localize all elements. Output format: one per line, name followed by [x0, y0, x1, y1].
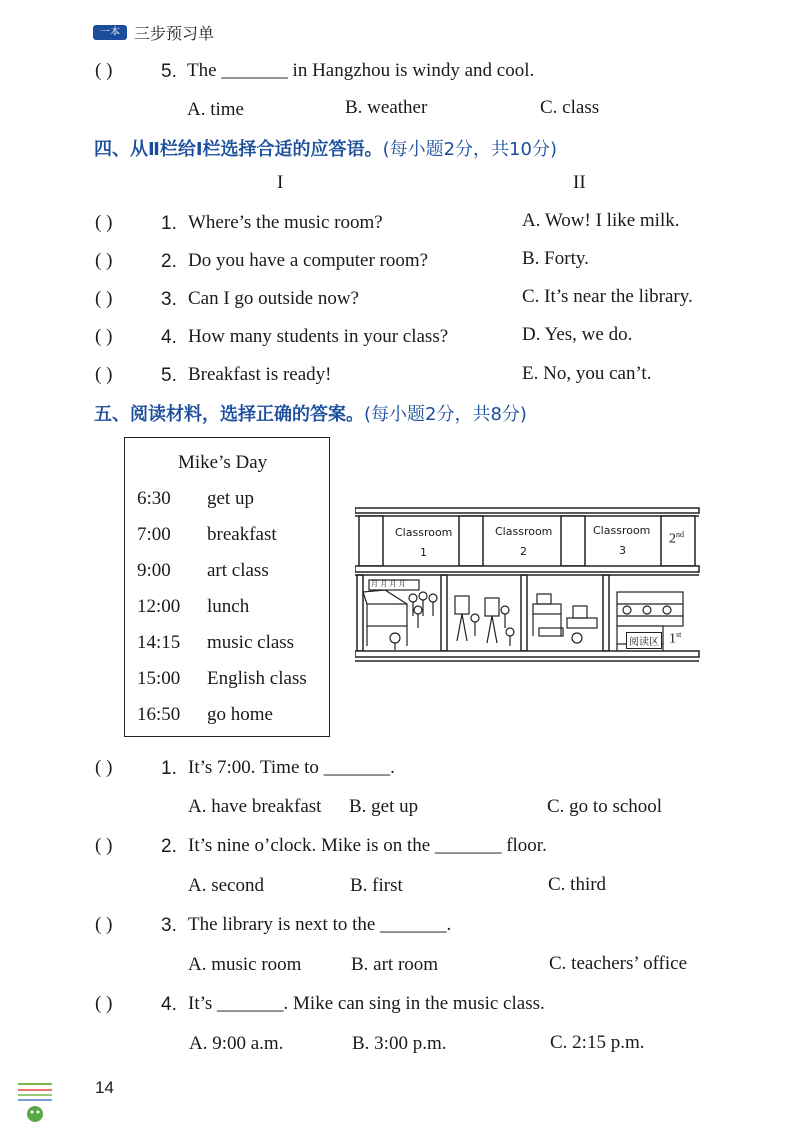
schedule-time: 6:30 — [137, 488, 171, 509]
question-number: 5. — [161, 61, 177, 82]
music-banner: 月 月 月 月 — [371, 580, 406, 588]
question-stem: It’s _______. Mike can sing in the music class. — [188, 993, 545, 1014]
question-stem: The library is next to the _______. — [188, 914, 452, 935]
match-question: Breakfast is ready! — [188, 364, 332, 385]
brand-logo: 一本 — [93, 25, 127, 40]
question-number: 3. — [161, 289, 177, 310]
option-c[interactable]: C. class — [540, 97, 600, 118]
option-b[interactable]: B. weather — [345, 97, 428, 118]
match-answer: A. Wow! I like milk. — [522, 210, 680, 231]
schedule-box — [124, 437, 330, 737]
question-number: 1. — [161, 213, 177, 234]
match-question: Can I go outside now? — [188, 288, 359, 309]
classroom-1-label: Classroom — [395, 526, 453, 539]
floor-1-label — [669, 630, 681, 648]
option-a[interactable]: A. music room — [188, 954, 302, 975]
column-2-header: II — [573, 172, 586, 193]
reading-area-sign: 阅读区 — [626, 632, 662, 649]
answer-blank[interactable]: ( ) — [95, 914, 113, 935]
column-1-header: I — [277, 172, 284, 193]
option-b[interactable]: B. get up — [349, 796, 419, 817]
classroom-2-label: Classroom — [495, 525, 553, 538]
question-number: 5. — [161, 365, 177, 386]
schedule-time: 15:00 — [137, 668, 181, 689]
question-stem: The _______ in Hangzhou is windy and cool. — [187, 60, 535, 81]
answer-blank[interactable]: ( ) — [95, 835, 113, 856]
question-number: 1. — [161, 758, 177, 779]
answer-blank[interactable]: ( ) — [95, 288, 113, 309]
answer-blank[interactable]: ( ) — [95, 60, 113, 81]
option-a[interactable]: A. 9:00 a.m. — [189, 1033, 284, 1054]
schedule-activity: English class — [207, 668, 307, 689]
option-c[interactable]: C. third — [548, 874, 607, 895]
classroom-3-number: 3 — [619, 544, 626, 557]
publisher-logo-icon — [14, 1080, 56, 1126]
question-number: 2. — [161, 251, 177, 272]
option-b[interactable]: B. art room — [351, 954, 439, 975]
schedule-time: 14:15 — [137, 632, 181, 653]
option-a[interactable]: A. time — [187, 99, 244, 120]
question-number: 2. — [161, 836, 177, 857]
schedule-activity: art class — [207, 560, 269, 581]
answer-blank[interactable]: ( ) — [95, 250, 113, 271]
section-5-title — [94, 400, 527, 426]
question-number: 4. — [161, 327, 177, 348]
schedule-activity: lunch — [207, 596, 250, 617]
answer-blank[interactable]: ( ) — [95, 993, 113, 1014]
schedule-title: Mike’s Day — [178, 452, 268, 473]
question-stem: It’s nine o’clock. Mike is on the _______ floor. — [188, 835, 547, 856]
section-4-note: (每小题2分，共10分) — [382, 139, 557, 160]
match-answer: E. No, you can’t. — [522, 363, 652, 384]
option-b[interactable]: B. first — [350, 875, 403, 896]
match-answer: C. It’s near the library. — [522, 286, 693, 307]
answer-blank[interactable]: ( ) — [95, 757, 113, 778]
schedule-activity: breakfast — [207, 524, 277, 545]
question-number: 3. — [161, 915, 177, 936]
schedule-time: 12:00 — [137, 596, 181, 617]
classroom-2-number: 2 — [520, 545, 527, 558]
section-5-note: (每小题2分，共8分) — [364, 404, 527, 425]
page-header-title: 三步预习单 — [134, 24, 215, 43]
schedule-activity: go home — [207, 704, 273, 725]
schedule-time: 16:50 — [137, 704, 181, 725]
floor-1-number: 1 — [669, 631, 676, 647]
schedule-activity: music class — [207, 632, 295, 653]
schedule-time: 7:00 — [137, 524, 171, 545]
answer-blank[interactable]: ( ) — [95, 364, 113, 385]
option-c[interactable]: C. 2:15 p.m. — [550, 1032, 645, 1053]
option-b[interactable]: B. 3:00 p.m. — [352, 1033, 447, 1054]
option-a[interactable]: A. have breakfast — [188, 796, 322, 817]
floor-2-label — [669, 530, 684, 548]
section-5-heading: 五、阅读材料，选择正确的答案。 — [94, 404, 364, 425]
section-4-title — [94, 135, 557, 161]
floor-2-suffix: nd — [676, 530, 684, 539]
answer-blank[interactable]: ( ) — [95, 212, 113, 233]
option-c[interactable]: C. go to school — [547, 796, 663, 817]
classroom-1-number: 1 — [420, 546, 427, 559]
match-question: Where’s the music room? — [188, 212, 383, 233]
option-a[interactable]: A. second — [188, 875, 264, 896]
schedule-activity: get up — [207, 488, 254, 509]
answer-blank[interactable]: ( ) — [95, 326, 113, 347]
page-number: 14 — [95, 1078, 114, 1097]
floor-1-suffix: st — [676, 630, 682, 639]
match-answer: D. Yes, we do. — [522, 324, 633, 345]
computer-room-sketch — [533, 594, 597, 643]
classroom-3-label: Classroom — [593, 524, 651, 537]
art-room-sketch — [455, 596, 514, 646]
match-question: How many students in your class? — [188, 326, 449, 347]
match-answer: B. Forty. — [522, 248, 589, 269]
question-stem: It’s 7:00. Time to _______. — [188, 757, 395, 778]
music-room-sketch — [363, 580, 437, 650]
match-question: Do you have a computer room? — [188, 250, 429, 271]
section-4-heading: 四、从Ⅱ栏给Ⅰ栏选择合适的应答语。 — [94, 139, 383, 160]
question-number: 4. — [161, 994, 177, 1015]
schedule-time: 9:00 — [137, 560, 171, 581]
floor-2-number: 2 — [669, 531, 676, 547]
option-c[interactable]: C. teachers’ office — [549, 953, 688, 974]
